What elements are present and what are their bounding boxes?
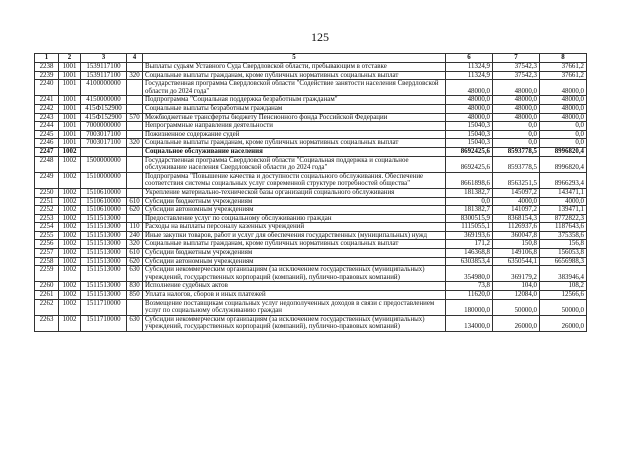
section-code: 1002 bbox=[59, 223, 81, 232]
expense-type-code: 320 bbox=[127, 139, 143, 148]
amount-col6: 73,8 bbox=[446, 282, 493, 291]
target-code: 1539117100 bbox=[81, 63, 127, 72]
expense-type-code: 110 bbox=[127, 223, 143, 232]
section-code: 1001 bbox=[59, 122, 81, 131]
amount-col8: 1187643,6 bbox=[540, 223, 587, 232]
header-row bbox=[35, 54, 587, 63]
amount-col8: 156053,8 bbox=[540, 249, 587, 258]
amount-col6: 1115055,1 bbox=[446, 223, 493, 232]
page-number: 125 bbox=[311, 30, 329, 44]
amount-col8: 8966293,4 bbox=[540, 172, 587, 188]
row-number: 2262 bbox=[35, 299, 59, 315]
amount-col6: 15040,3 bbox=[446, 130, 493, 139]
table-row bbox=[35, 130, 587, 139]
section-code: 1002 bbox=[59, 214, 81, 223]
amount-col6: 8661898,6 bbox=[446, 172, 493, 188]
item-name: Выплаты судьям Уставного Суда Свердловской области, пребывающим в отставке bbox=[143, 63, 446, 72]
table-body bbox=[35, 63, 587, 332]
section-code: 1002 bbox=[59, 249, 81, 258]
amount-col6: 8300515,9 bbox=[446, 214, 493, 223]
section-code: 1001 bbox=[59, 139, 81, 148]
item-name: Субсидии автономным учреждениям bbox=[143, 257, 446, 266]
table-row bbox=[35, 139, 587, 148]
row-number: 2259 bbox=[35, 266, 59, 282]
row-number: 2238 bbox=[35, 63, 59, 72]
row-number: 2243 bbox=[35, 113, 59, 122]
amount-col8: 375358,6 bbox=[540, 231, 587, 240]
budget-table bbox=[34, 53, 587, 332]
row-number: 2246 bbox=[35, 139, 59, 148]
amount-col6: 134000,0 bbox=[446, 315, 493, 331]
amount-col6: 48000,0 bbox=[446, 96, 493, 105]
table-row bbox=[35, 214, 587, 223]
amount-col6: 48000,0 bbox=[446, 104, 493, 113]
target-code: 7003017100 bbox=[81, 130, 127, 139]
column-header: 7 bbox=[493, 54, 540, 63]
amount-col7: 8368154,3 bbox=[493, 214, 540, 223]
item-name: Государственная программа Свердловской области "Содействие занятости населения Свердловской области до 2024 года" bbox=[143, 80, 446, 96]
column-header: 1 bbox=[35, 54, 59, 63]
item-name: Социальные выплаты безработным гражданам bbox=[143, 104, 446, 113]
amount-col6: 15040,3 bbox=[446, 122, 493, 131]
column-header: 5 bbox=[143, 54, 446, 63]
amount-col6: 369193,6 bbox=[446, 231, 493, 240]
amount-col6: 171,2 bbox=[446, 240, 493, 249]
item-name: Пожизненное содержание судей bbox=[143, 130, 446, 139]
amount-col7: 369179,2 bbox=[493, 266, 540, 282]
amount-col7: 0,0 bbox=[493, 130, 540, 139]
table-row bbox=[35, 257, 587, 266]
amount-col6: 354980,0 bbox=[446, 266, 493, 282]
amount-col6: 0,0 bbox=[446, 197, 493, 206]
row-number: 2239 bbox=[35, 71, 59, 80]
item-name: Подпрограмма "Повышение качества и доступности социального обслуживания. Обеспечение соответствия системы социальных услуг современной структуре потребностей общества" bbox=[143, 172, 446, 188]
section-code: 1002 bbox=[59, 240, 81, 249]
table-row bbox=[35, 206, 587, 215]
expense-type-code bbox=[127, 122, 143, 131]
target-code: 1510610000 bbox=[81, 188, 127, 197]
amount-col8: 8996820,4 bbox=[540, 147, 587, 156]
table-row bbox=[35, 231, 587, 240]
amount-col8: 143471,1 bbox=[540, 188, 587, 197]
amount-col7: 12084,0 bbox=[493, 291, 540, 300]
expense-type-code bbox=[127, 172, 143, 188]
target-code: 1511513000 bbox=[81, 231, 127, 240]
table-row bbox=[35, 291, 587, 300]
section-code: 1002 bbox=[59, 206, 81, 215]
amount-col7: 48000,0 bbox=[493, 104, 540, 113]
item-name: Возмещение поставщикам социальных услуг недополученных доходов в связи с предоставлением услуг по социальному обслуживанию граждан bbox=[143, 299, 446, 315]
table-row bbox=[35, 104, 587, 113]
table-row bbox=[35, 240, 587, 249]
expense-type-code: 240 bbox=[127, 231, 143, 240]
row-number: 2249 bbox=[35, 172, 59, 188]
item-name: Уплата налогов, сборов и иных платежей bbox=[143, 291, 446, 300]
section-code: 1001 bbox=[59, 113, 81, 122]
table-row bbox=[35, 113, 587, 122]
amount-col6: 15040,3 bbox=[446, 139, 493, 148]
section-code: 1002 bbox=[59, 147, 81, 156]
expense-type-code: 570 bbox=[127, 113, 143, 122]
row-number: 2260 bbox=[35, 282, 59, 291]
expense-type-code bbox=[127, 156, 143, 172]
amount-col7: 145097,2 bbox=[493, 188, 540, 197]
row-number: 2255 bbox=[35, 231, 59, 240]
amount-col7: 0,0 bbox=[493, 139, 540, 148]
expense-type-code bbox=[127, 63, 143, 72]
table-row bbox=[35, 122, 587, 131]
amount-col7: 37542,3 bbox=[493, 71, 540, 80]
expense-type-code: 630 bbox=[127, 315, 143, 331]
table-row bbox=[35, 266, 587, 282]
item-name: Социальное обслуживание населения bbox=[143, 147, 446, 156]
item-name: Подпрограмма "Социальная поддержка безработным гражданам" bbox=[143, 96, 446, 105]
table-row bbox=[35, 80, 587, 96]
expense-type-code bbox=[127, 80, 143, 96]
item-name: Субсидии бюджетным учреждениям bbox=[143, 249, 446, 258]
amount-col6: 11324,9 bbox=[446, 63, 493, 72]
target-code: 1511513000 bbox=[81, 223, 127, 232]
target-code: 1511710000 bbox=[81, 299, 127, 315]
target-code: 1511513000 bbox=[81, 249, 127, 258]
expense-type-code: 850 bbox=[127, 291, 143, 300]
table-row bbox=[35, 282, 587, 291]
item-name: Непрограммные направления деятельности bbox=[143, 122, 446, 131]
amount-col6: 11620,0 bbox=[446, 291, 493, 300]
amount-col6: 48000,0 bbox=[446, 80, 493, 96]
expense-type-code: 320 bbox=[127, 71, 143, 80]
section-code: 1001 bbox=[59, 130, 81, 139]
amount-col7: 360047,8 bbox=[493, 231, 540, 240]
amount-col8: 8996820,4 bbox=[540, 156, 587, 172]
expense-type-code bbox=[127, 214, 143, 223]
amount-col8: 156,8 bbox=[540, 240, 587, 249]
row-number: 2258 bbox=[35, 257, 59, 266]
row-number: 2241 bbox=[35, 96, 59, 105]
item-name: Субсидии бюджетным учреждениям bbox=[143, 197, 446, 206]
target-code: 1510610000 bbox=[81, 197, 127, 206]
section-code: 1002 bbox=[59, 197, 81, 206]
item-name: Исполнение судебных актов bbox=[143, 282, 446, 291]
expense-type-code bbox=[127, 147, 143, 156]
section-code: 1002 bbox=[59, 266, 81, 282]
row-number: 2251 bbox=[35, 197, 59, 206]
row-number: 2257 bbox=[35, 249, 59, 258]
item-name: Государственная программа Свердловской области "Социальная поддержка и социальное обслуживание населения Свердловской области до 2024 года" bbox=[143, 156, 446, 172]
target-code: 1510000000 bbox=[81, 172, 127, 188]
table-row bbox=[35, 299, 587, 315]
row-number: 2247 bbox=[35, 147, 59, 156]
section-code: 1001 bbox=[59, 80, 81, 96]
section-code: 1002 bbox=[59, 299, 81, 315]
amount-col7: 26000,0 bbox=[493, 315, 540, 331]
section-code: 1001 bbox=[59, 104, 81, 113]
section-code: 1002 bbox=[59, 188, 81, 197]
table-row bbox=[35, 147, 587, 156]
table-row bbox=[35, 249, 587, 258]
amount-col7: 8593778,5 bbox=[493, 156, 540, 172]
amount-col6: 146368,8 bbox=[446, 249, 493, 258]
row-number: 2253 bbox=[35, 214, 59, 223]
expense-type-code: 620 bbox=[127, 206, 143, 215]
amount-col6: 8692425,6 bbox=[446, 147, 493, 156]
amount-col7: 141097,2 bbox=[493, 206, 540, 215]
section-code: 1002 bbox=[59, 282, 81, 291]
amount-col7: 149106,8 bbox=[493, 249, 540, 258]
item-name: Субсидии некоммерческим организациям (за исключением государственных (муниципальных) учреждений, государственных корпораций (компаний), публично-правовых компаний) bbox=[143, 266, 446, 282]
target-code: 4100000000 bbox=[81, 80, 127, 96]
table-row bbox=[35, 71, 587, 80]
amount-col7: 48000,0 bbox=[493, 80, 540, 96]
expense-type-code bbox=[127, 130, 143, 139]
amount-col8: 108,2 bbox=[540, 282, 587, 291]
target-code: 1500000000 bbox=[81, 156, 127, 172]
item-name: Субсидии некоммерческим организациям (за исключением государственных (муниципальных) учреждений, государственных корпораций (компаний), публично-правовых компаний) bbox=[143, 315, 446, 331]
section-code: 1002 bbox=[59, 257, 81, 266]
amount-col8: 37661,2 bbox=[540, 63, 587, 72]
target-code: 1511513000 bbox=[81, 291, 127, 300]
column-header: 2 bbox=[59, 54, 81, 63]
section-code: 1002 bbox=[59, 156, 81, 172]
row-number: 2252 bbox=[35, 206, 59, 215]
amount-col7: 6350544,1 bbox=[493, 257, 540, 266]
table-row bbox=[35, 96, 587, 105]
amount-col7: 8563251,5 bbox=[493, 172, 540, 188]
target-code: 1511513000 bbox=[81, 214, 127, 223]
table-row bbox=[35, 315, 587, 331]
column-header: 4 bbox=[127, 54, 143, 63]
amount-col7: 4000,0 bbox=[493, 197, 540, 206]
section-code: 1001 bbox=[59, 71, 81, 80]
item-name: Социальные выплаты гражданам, кроме публичных нормативных социальных выплат bbox=[143, 139, 446, 148]
amount-col6: 8692425,6 bbox=[446, 156, 493, 172]
amount-col6: 181382,7 bbox=[446, 188, 493, 197]
column-header: 8 bbox=[540, 54, 587, 63]
amount-col7: 104,0 bbox=[493, 282, 540, 291]
item-name: Субсидии автономным учреждениям bbox=[143, 206, 446, 215]
row-number: 2242 bbox=[35, 104, 59, 113]
row-number: 2254 bbox=[35, 223, 59, 232]
expense-type-code: 610 bbox=[127, 197, 143, 206]
amount-col8: 26000,0 bbox=[540, 315, 587, 331]
section-code: 1002 bbox=[59, 231, 81, 240]
amount-col8: 0,0 bbox=[540, 130, 587, 139]
target-code bbox=[81, 147, 127, 156]
expense-type-code bbox=[127, 104, 143, 113]
section-code: 1002 bbox=[59, 172, 81, 188]
expense-type-code: 620 bbox=[127, 257, 143, 266]
table-row bbox=[35, 63, 587, 72]
expense-type-code bbox=[127, 299, 143, 315]
amount-col8: 4000,0 bbox=[540, 197, 587, 206]
row-number: 2261 bbox=[35, 291, 59, 300]
column-header: 3 bbox=[81, 54, 127, 63]
item-name: Расходы на выплаты персоналу казенных учреждений bbox=[143, 223, 446, 232]
item-name: Социальные выплаты гражданам, кроме публичных нормативных социальных выплат bbox=[143, 71, 446, 80]
amount-col7: 8593778,5 bbox=[493, 147, 540, 156]
item-name: Социальные выплаты гражданам, кроме публичных нормативных социальных выплат bbox=[143, 240, 446, 249]
row-number: 2248 bbox=[35, 156, 59, 172]
section-code: 1002 bbox=[59, 315, 81, 331]
amount-col8: 48000,0 bbox=[540, 104, 587, 113]
amount-col7: 48000,0 bbox=[493, 96, 540, 105]
amount-col8: 383946,4 bbox=[540, 266, 587, 282]
item-name: Укрепление материально-технической базы организаций социального обслуживания bbox=[143, 188, 446, 197]
amount-col8: 0,0 bbox=[540, 139, 587, 148]
table-row bbox=[35, 156, 587, 172]
item-name: Предоставление услуг по социальному обслуживанию граждан bbox=[143, 214, 446, 223]
amount-col7: 50000,0 bbox=[493, 299, 540, 315]
amount-col6: 181382,7 bbox=[446, 206, 493, 215]
amount-col8: 50000,0 bbox=[540, 299, 587, 315]
section-code: 1001 bbox=[59, 96, 81, 105]
amount-col8: 6656988,3 bbox=[540, 257, 587, 266]
amount-col7: 48000,0 bbox=[493, 113, 540, 122]
target-code: 1511710000 bbox=[81, 315, 127, 331]
amount-col7: 150,8 bbox=[493, 240, 540, 249]
table-row bbox=[35, 188, 587, 197]
expense-type-code: 830 bbox=[127, 282, 143, 291]
target-code: 7000000000 bbox=[81, 122, 127, 131]
row-number: 2245 bbox=[35, 130, 59, 139]
row-number: 2240 bbox=[35, 80, 59, 96]
target-code: 7003017100 bbox=[81, 139, 127, 148]
target-code: 1510610000 bbox=[81, 206, 127, 215]
amount-col7: 0,0 bbox=[493, 122, 540, 131]
amount-col8: 48000,0 bbox=[540, 80, 587, 96]
expense-type-code bbox=[127, 96, 143, 105]
item-name: Межбюджетные трансферты бюджету Пенсионного фонда Российской Федерации bbox=[143, 113, 446, 122]
target-code: 1539117100 bbox=[81, 71, 127, 80]
item-name: Иные закупки товаров, работ и услуг для обеспечения государственных (муниципальных) нужд bbox=[143, 231, 446, 240]
target-code: 415Ф152900 bbox=[81, 104, 127, 113]
target-code: 1511513000 bbox=[81, 257, 127, 266]
expense-type-code: 630 bbox=[127, 266, 143, 282]
table-row bbox=[35, 172, 587, 188]
expense-type-code: 320 bbox=[127, 240, 143, 249]
amount-col6: 11324,9 bbox=[446, 71, 493, 80]
table-row bbox=[35, 223, 587, 232]
amount-col8: 12566,6 bbox=[540, 291, 587, 300]
amount-col6: 180000,0 bbox=[446, 299, 493, 315]
expense-type-code: 610 bbox=[127, 249, 143, 258]
row-number: 2250 bbox=[35, 188, 59, 197]
amount-col8: 8772822,3 bbox=[540, 214, 587, 223]
table-row bbox=[35, 197, 587, 206]
target-code: 4150000000 bbox=[81, 96, 127, 105]
row-number: 2263 bbox=[35, 315, 59, 331]
amount-col8: 0,0 bbox=[540, 122, 587, 131]
column-header: 6 bbox=[446, 54, 493, 63]
amount-col8: 139471,1 bbox=[540, 206, 587, 215]
target-code: 1511513000 bbox=[81, 240, 127, 249]
target-code: 1511513000 bbox=[81, 282, 127, 291]
row-number: 2256 bbox=[35, 240, 59, 249]
amount-col7: 1126937,6 bbox=[493, 223, 540, 232]
amount-col8: 48000,0 bbox=[540, 113, 587, 122]
amount-col6: 48000,0 bbox=[446, 113, 493, 122]
target-code: 415Ф152900 bbox=[81, 113, 127, 122]
target-code: 1511513000 bbox=[81, 266, 127, 282]
expense-type-code bbox=[127, 188, 143, 197]
section-code: 1001 bbox=[59, 63, 81, 72]
section-code: 1002 bbox=[59, 291, 81, 300]
amount-col6: 6303853,4 bbox=[446, 257, 493, 266]
row-number: 2244 bbox=[35, 122, 59, 131]
amount-col8: 37661,2 bbox=[540, 71, 587, 80]
amount-col7: 37542,3 bbox=[493, 63, 540, 72]
amount-col8: 48000,0 bbox=[540, 96, 587, 105]
